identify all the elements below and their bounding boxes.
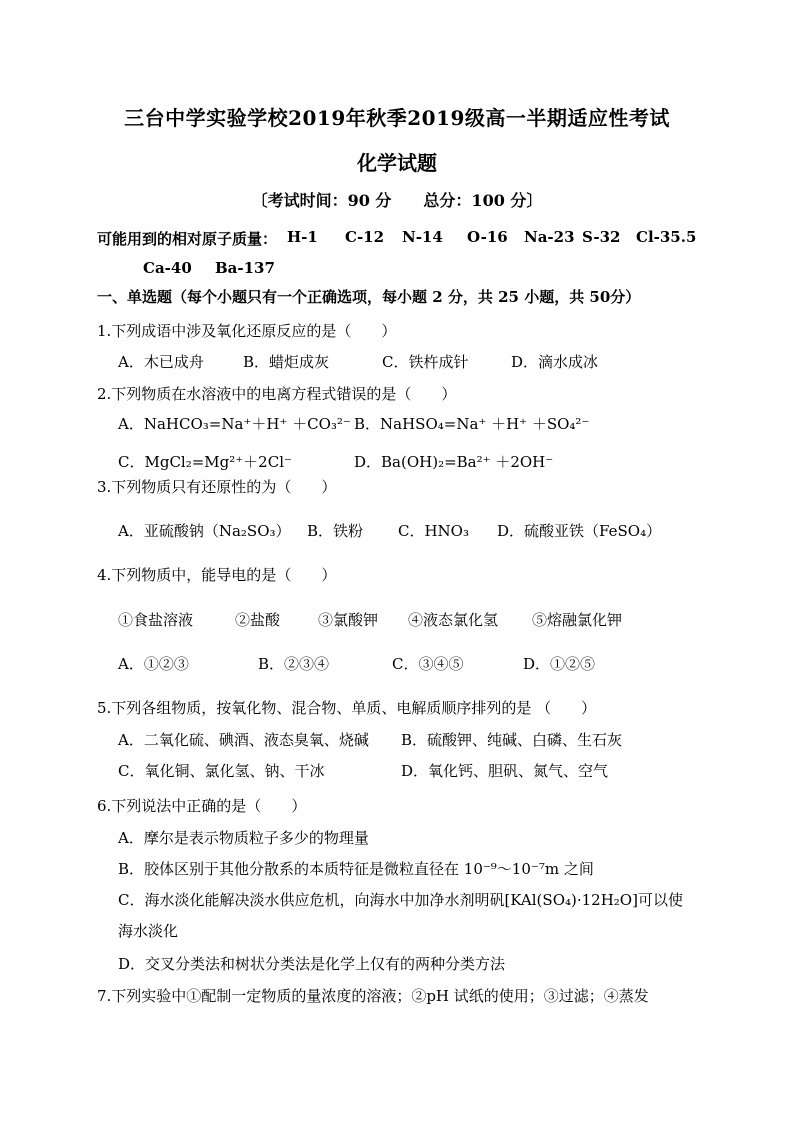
question-4-item: ①食盐溶液: [118, 611, 194, 629]
atomic-mass-item: S-32: [582, 228, 621, 246]
question-4-option-a: A．①②③: [118, 655, 189, 673]
question-4-item: ⑤熔融氯化钾: [532, 611, 623, 629]
atomic-mass-item: Na-23: [524, 228, 575, 246]
question-5-option-c: C．氧化铜、氯化氢、钠、干冰: [118, 762, 325, 780]
question-4-option-d: D．①②⑤: [523, 655, 596, 673]
question-6-option-b: B．胶体区别于其他分散系的本质特征是微粒直径在 10⁻⁹～10⁻⁷m 之间: [118, 860, 594, 878]
atomic-mass-item: Ca-40: [143, 259, 192, 277]
question-2-option-b: B．NaHSO₄=Na⁺ ＋H⁺ ＋SO₄²⁻: [354, 415, 590, 433]
question-2-option-a: A．NaHCO₃=Na⁺＋H⁺ ＋CO₃²⁻: [118, 415, 351, 433]
question-2-option-d: D．Ba(OH)₂=Ba²⁺ ＋2OH⁻: [354, 453, 554, 471]
question-5-option-a: A．二氧化硫、碘酒、液态臭氧、烧碱: [118, 731, 369, 749]
question-4-stem: 4.下列物质中，能导电的是（ ）: [97, 566, 337, 584]
question-5-option-b: B．硫酸钾、纯碱、白磷、生石灰: [401, 731, 623, 749]
question-3-option-a: A．亚硫酸钠（Na₂SO₃）: [118, 522, 291, 540]
question-6-option-c: C．海水淡化能解决淡水供应危机，向海水中加净水剂明矾[KAl(SO₄)·12H₂O]可以使: [118, 891, 683, 909]
exam-title: 三台中学实验学校2019年秋季2019级高一半期适应性考试: [124, 106, 670, 130]
subject-title: 化学试题: [357, 151, 437, 175]
question-5-option-d: D．氧化钙、胆矾、氮气、空气: [401, 762, 609, 780]
section-heading: 一、单选题（每个小题只有一个正确选项，每小题 2 分，共 25 小题，共 50分）: [97, 288, 641, 306]
question-4-item: ④液态氯化氢: [408, 611, 499, 629]
question-3-option-d: D．硫酸亚铁（FeSO₄）: [497, 522, 662, 540]
question-1-option-b: B．蜡炬成灰: [243, 353, 330, 371]
question-4-item: ②盐酸: [235, 611, 281, 629]
atomic-mass-item: C-12: [345, 228, 385, 246]
question-6-option-d: D．交叉分类法和树状分类法是化学上仅有的两种分类方法: [118, 955, 506, 973]
question-3-stem: 3.下列物质只有还原性的为（ ）: [97, 478, 337, 496]
question-3-option-c: C．HNO₃: [398, 522, 469, 540]
atomic-mass-item: H-1: [287, 228, 318, 246]
atomic-mass-item: N-14: [402, 228, 443, 246]
question-1-stem: 1.下列成语中涉及氧化还原反应的是（ ）: [97, 322, 397, 340]
question-3-option-b: B．铁粉: [307, 522, 364, 540]
question-6-option-c-continued: 海水淡化: [118, 922, 179, 940]
question-1-option-d: D．滴水成冰: [511, 353, 599, 371]
exam-info: 〔考试时间：90 分 总分：100 分〕: [251, 191, 543, 210]
question-4-option-b: B．②③④: [258, 655, 330, 673]
question-5-stem: 5.下列各组物质，按氧化物、混合物、单质、电解质顺序排列的是 （ ）: [97, 699, 597, 717]
question-2-stem: 2.下列物质在水溶液中的电离方程式错误的是（ ）: [97, 385, 457, 403]
question-2-option-c: C．MgCl₂=Mg²⁺＋2Cl⁻: [118, 453, 292, 471]
atomic-mass-item: Ba-137: [215, 259, 275, 277]
question-4-option-c: C．③④⑤: [392, 655, 464, 673]
question-6-option-a: A．摩尔是表示物质粒子多少的物理量: [118, 829, 369, 847]
atomic-mass-item: O-16: [467, 228, 508, 246]
question-1-option-a: A．木已成舟: [118, 353, 204, 371]
atomic-mass-item: Cl-35.5: [636, 228, 697, 246]
question-1-option-c: C．铁杵成针: [382, 353, 469, 371]
question-4-item: ③氯酸钾: [318, 611, 379, 629]
question-6-stem: 6.下列说法中正确的是（ ）: [97, 797, 307, 815]
question-7-stem: 7.下列实验中①配制一定物质的量浓度的溶液；②pH 试纸的使用；③过滤；④蒸发: [97, 987, 649, 1005]
atomic-mass-label: 可能用到的相对原子质量：: [97, 230, 278, 248]
